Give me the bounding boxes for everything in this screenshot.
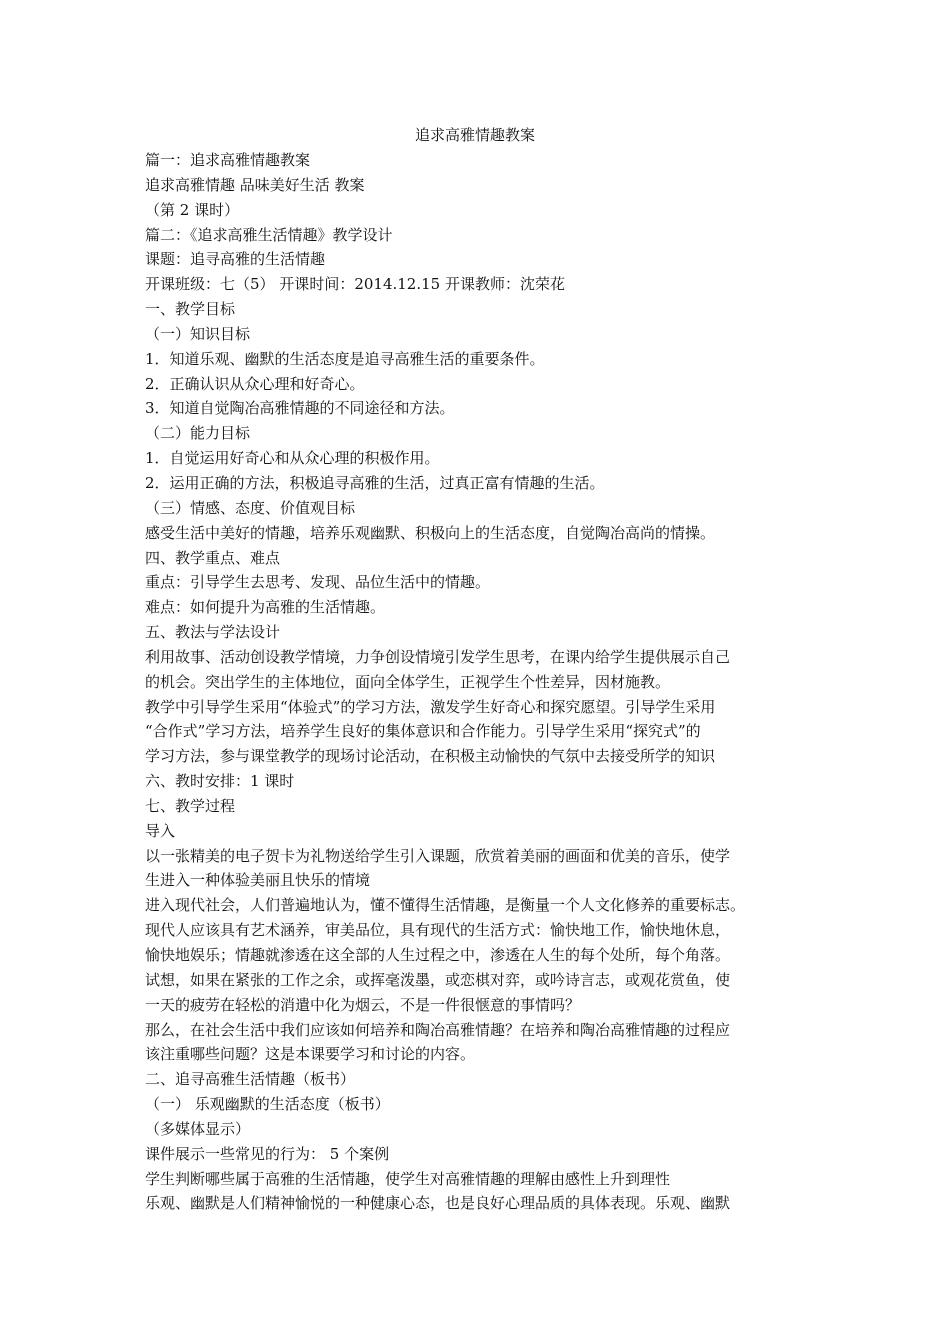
paragraph-line: 利用故事、活动创设教学情境，力争创设情境引发学生思考，在课内给学生提供展示自己 <box>145 647 731 666</box>
paragraph-line: （二）能力目标 <box>145 424 251 443</box>
paragraph-line: （第 2 课时） <box>145 200 240 219</box>
paragraph-line: 课题：追寻高雅的生活情趣 <box>145 250 326 269</box>
paragraph-line: 3．知道自觉陶冶高雅情趣的不同途径和方法。 <box>145 399 455 418</box>
paragraph-line: 的机会。突出学生的主体地位，面向全体学生，正视学生个性差异，因材施教。 <box>145 672 671 691</box>
paragraph-line: 2．正确认识从众心理和好奇心。 <box>145 374 365 393</box>
paragraph-line: 以一张精美的电子贺卡为礼物送给学生引入课题，欣赏着美丽的画面和优美的音乐，使学 <box>145 846 731 865</box>
paragraph-line: 追求高雅情趣 品味美好生活 教案 <box>145 175 365 194</box>
paragraph-line: 学习方法，参与课堂教学的现场讨论活动，在积极主动愉快的气氛中去接受所学的知识 <box>145 747 716 766</box>
paragraph-line: 五、教法与学法设计 <box>145 623 281 642</box>
paragraph-line: 难点：如何提升为高雅的生活情趣。 <box>145 598 386 617</box>
paragraph-line: 乐观、幽默是人们精神愉悦的一种健康心态，也是良好心理品质的具体表现。乐观、幽默 <box>145 1194 731 1213</box>
paragraph-line: 学生判断哪些属于高雅的生活情趣，使学生对高雅情趣的理解由感性上升到理性 <box>145 1169 671 1188</box>
paragraph-line: 二、追寻高雅生活情趣（板书） <box>145 1070 356 1089</box>
paragraph-line: 感受生活中美好的情趣，培养乐观幽默、积极向上的生活态度，自觉陶冶高尚的情操。 <box>145 523 716 542</box>
paragraph-line: （三）情感、态度、价值观目标 <box>145 498 356 517</box>
paragraph-line: 课件展示一些常见的行为： 5 个案例 <box>145 1144 390 1163</box>
paragraph-line: （多媒体显示） <box>145 1119 251 1138</box>
paragraph-line: 篇二：《追求高雅生活情趣》教学设计 <box>145 225 393 244</box>
paragraph-line: 七、教学过程 <box>145 796 236 815</box>
paragraph-line: 生进入一种体验美丽且快乐的情境 <box>145 871 371 890</box>
paragraph-line: 1．知道乐观、幽默的生活态度是追寻高雅生活的重要条件。 <box>145 349 545 368</box>
paragraph-line: 一、教学目标 <box>145 300 236 319</box>
paragraph-line: （一）知识目标 <box>145 324 251 343</box>
paragraph-line: 那么，在社会生活中我们应该如何培养和陶冶高雅情趣？在培养和陶冶高雅情趣的过程应 <box>145 1020 731 1039</box>
document-body <box>145 148 817 1216</box>
paragraph-line: “合作式”学习方法，培养学生良好的集体意识和合作能力。引导学生采用“探究式”的 <box>145 722 701 741</box>
paragraph-line: 愉快地娱乐；情趣就渗透在这全部的人生过程之中，渗透在人生的每个处所，每个角落。 <box>145 946 731 964</box>
paragraph-line: 进入现代社会，人们普遍地认为，懂不懂得生活情趣，是衡量一个人文化修养的重要标志。 <box>145 896 746 915</box>
document-title: 追求高雅情趣教案 <box>414 126 535 144</box>
paragraph-line: 2．运用正确的方法，积极追寻高雅的生活，过真正富有情趣的生活。 <box>145 473 605 492</box>
paragraph-line: 重点：引导学生去思考、发现、品位生活中的情趣。 <box>145 573 491 592</box>
paragraph-line: 试想，如果在紧张的工作之余，或挥毫泼墨，或恋棋对弈，或吟诗言志，或观花赏鱼，使 <box>145 970 731 989</box>
paragraph-line: 教学中引导学生采用“体验式”的学习方法，激发学生好奇心和探究愿望。引导学生采用 <box>145 697 716 716</box>
paragraph-line: 篇一：追求高雅情趣教案 <box>145 151 311 169</box>
paragraph-line: （一） 乐观幽默的生活态度（板书） <box>145 1095 390 1114</box>
paragraph-line: 一天的疲劳在轻松的消遣中化为烟云，不是一件很惬意的事情吗？ <box>145 995 581 1014</box>
paragraph-line: 1．自觉运用好奇心和从众心理的积极作用。 <box>145 449 440 468</box>
paragraph-line: 开课班级：七（5） 开课时间：2014.12.15 开课教师：沈荣花 <box>145 275 565 294</box>
paragraph-line: 该注重哪些问题？这是本课要学习和讨论的内容。 <box>145 1045 476 1064</box>
paragraph-line: 四、教学重点、难点 <box>145 548 281 567</box>
paragraph-line: 导入 <box>145 821 176 840</box>
paragraph-line: 六、教时安排：1 课时 <box>145 772 295 791</box>
paragraph-line: 现代人应该具有艺术涵养，审美品位，具有现代的生活方式：愉快地工作，愉快地休息， <box>145 921 731 940</box>
